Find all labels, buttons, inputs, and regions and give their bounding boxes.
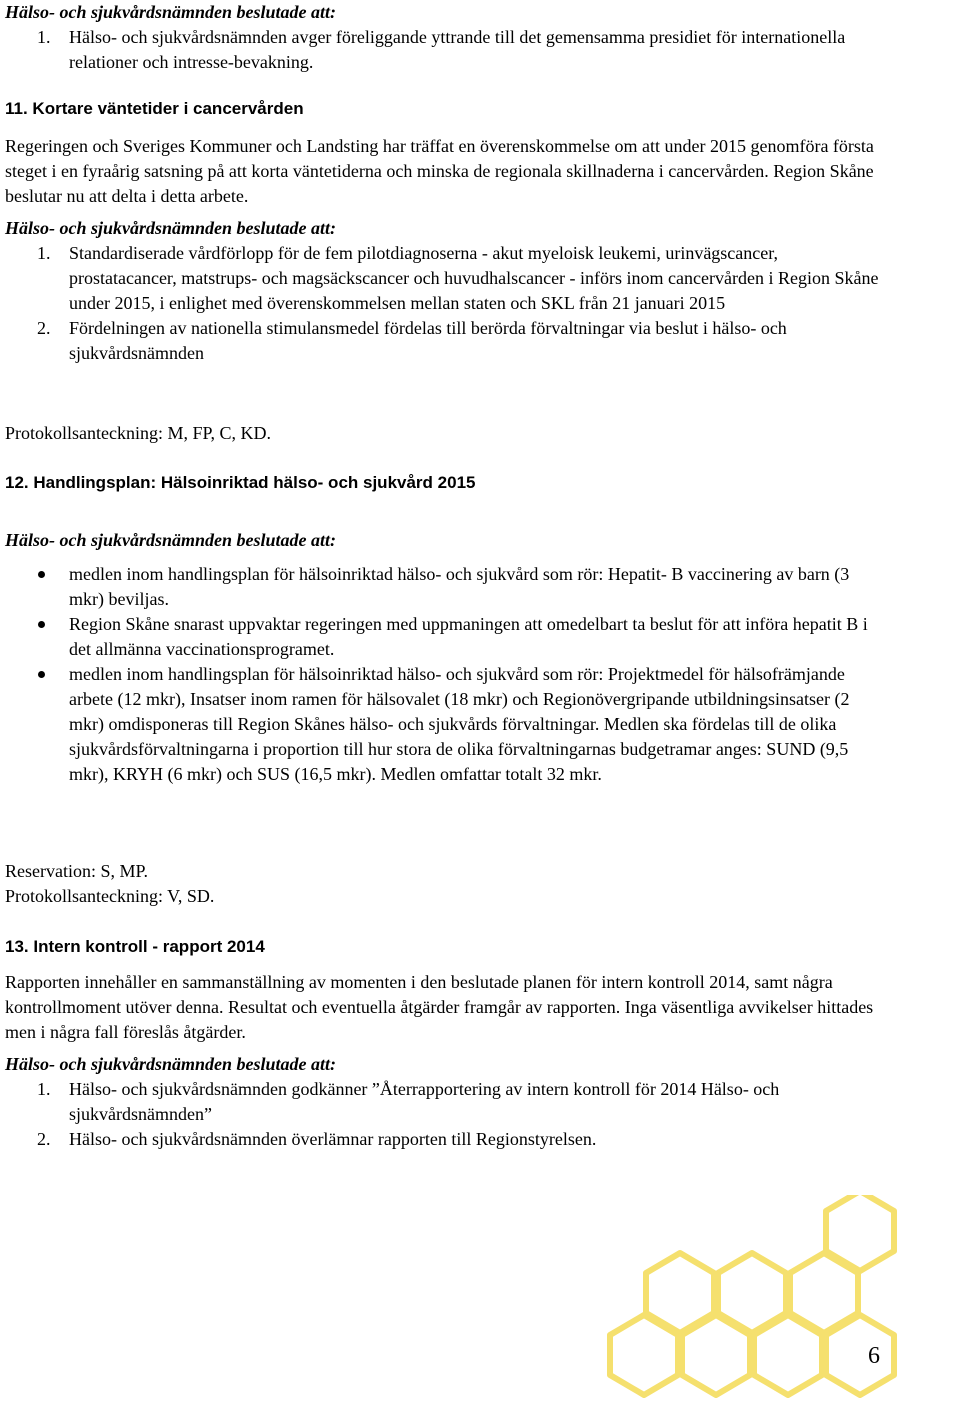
section-10-decision xyxy=(5,0,885,75)
decision-list xyxy=(5,1077,885,1152)
list-item: 1. Hälso- och sjukvårdsnämnden avger föreliggande yttrande till det gemensamma presidiet för internationella relationer och intresse-bevakning. xyxy=(37,27,846,72)
hexagon-icon xyxy=(826,1195,894,1271)
section-heading: 12. Handlingsplan: Hälsoinriktad hälso- och sjukvård 2015 xyxy=(5,473,476,492)
section-13 xyxy=(5,934,885,959)
list-item: 1. Standardiserade vårdförlopp för de fem pilotdiagnoserna - akut myeloisk leukemi, urinvägscancer, prostatacancer, matstrups- och magsäckscancer och huvudhalscancer - införs inom cancervården i Region Skåne under 2015, i enlighet med överenskommelsen mellan staten och SKL från 21 januari 2015 xyxy=(37,243,879,313)
decision-label: Hälso- och sjukvårdsnämnden beslutade att: xyxy=(5,1054,337,1074)
section-12-decision xyxy=(5,528,885,787)
bullet-icon xyxy=(38,571,45,578)
decision-bullets xyxy=(5,562,885,787)
honeycomb-decoration-icon xyxy=(548,1195,960,1415)
bullet-icon xyxy=(38,671,45,678)
decision-label: Hälso- och sjukvårdsnämnden beslutade att: xyxy=(5,218,337,238)
hexagon-icon xyxy=(610,1315,678,1395)
list-item: medlen inom handlingsplan för hälsoinriktad hälso- och sjukvård som rör: Projektmedel för hälsofrämjande arbete (12 mkr), Insatser inom ramen för hälsovalet (18 mkr) och Regionövergripande utbildningsinsatser (2 mkr) omdisponeras till Region Skånes hälso- och sjukvårds förvaltningar. Medlen ska fördelas till de olika sjukvårdsförvaltningarna i proportion till hur stora de olika förvaltningarnas budgetramar anges: SUND (9,5 mkr), KRYH (6 mkr) och SUS (16,5 mkr). Medlen omfattar totalt 32 mkr. xyxy=(5,662,885,787)
hexagon-icon xyxy=(826,1315,894,1395)
list-item: medlen inom handlingsplan för hälsoinriktad hälso- och sjukvård som rör: Hepatit- B vaccinering av barn (3 mkr) beviljas. xyxy=(5,562,885,612)
section-12 xyxy=(5,470,885,495)
section-13-body xyxy=(5,970,885,1152)
protocol-note: Protokollsanteckning: M, FP, C, KD. xyxy=(5,423,272,443)
decision-label: Hälso- och sjukvårdsnämnden beslutade att: xyxy=(5,2,337,22)
decision-list xyxy=(5,241,885,366)
section-heading: 13. Intern kontroll - rapport 2014 xyxy=(5,937,265,956)
list-item: 2. Hälso- och sjukvårdsnämnden överlämnar rapporten till Regionstyrelsen. xyxy=(37,1129,597,1149)
decision-list xyxy=(5,25,885,75)
section-paragraph: Regeringen och Sveriges Kommuner och Landsting har träffat en överenskommelse om att under 2015 genomföra första steget i en fyraårig satsning på att korta väntetiderna och minska de regionala skillnaderna i cancervården. Region Skåne beslutar nu att delta i detta arbete. xyxy=(5,136,874,206)
section-11-note xyxy=(5,421,885,446)
list-item: 1. Hälso- och sjukvårdsnämnden godkänner ”Återrapportering av intern kontroll för 2014 Hälso- och sjukvårdsnämnden” xyxy=(37,1079,780,1124)
list-item: Region Skåne snarast uppvaktar regeringen med uppmaningen att omedelbart ta beslut för att införa hepatit B i det allmänna vaccinationsprogramet. xyxy=(5,612,885,662)
decision-label: Hälso- och sjukvårdsnämnden beslutade att: xyxy=(5,530,337,550)
hexagon-icon xyxy=(682,1315,750,1395)
section-paragraph: Rapporten innehåller en sammanställning av momenten i den beslutade planen för intern kontroll 2014, samt några kontrollmoment utöver denna. Resultat och eventuella åtgärder framgår av rapporten. Inga väsentliga avvikelser hittades men i några fall föreslås åtgärder. xyxy=(5,972,874,1042)
reservation-note: Reservation: S, MP. xyxy=(5,861,149,881)
section-11-body xyxy=(5,134,885,366)
section-12-notes xyxy=(5,859,885,909)
bullet-icon xyxy=(38,621,45,628)
section-heading: 11. Kortare väntetider i cancervården xyxy=(5,99,304,118)
page-number: 6 xyxy=(868,1343,880,1369)
section-11 xyxy=(5,96,885,121)
list-item: 2. Fördelningen av nationella stimulansmedel fördelas till berörda förvaltningar via beslut i hälso- och sjukvårdsnämnden xyxy=(37,318,787,363)
protocol-note: Protokollsanteckning: V, SD. xyxy=(5,886,215,906)
